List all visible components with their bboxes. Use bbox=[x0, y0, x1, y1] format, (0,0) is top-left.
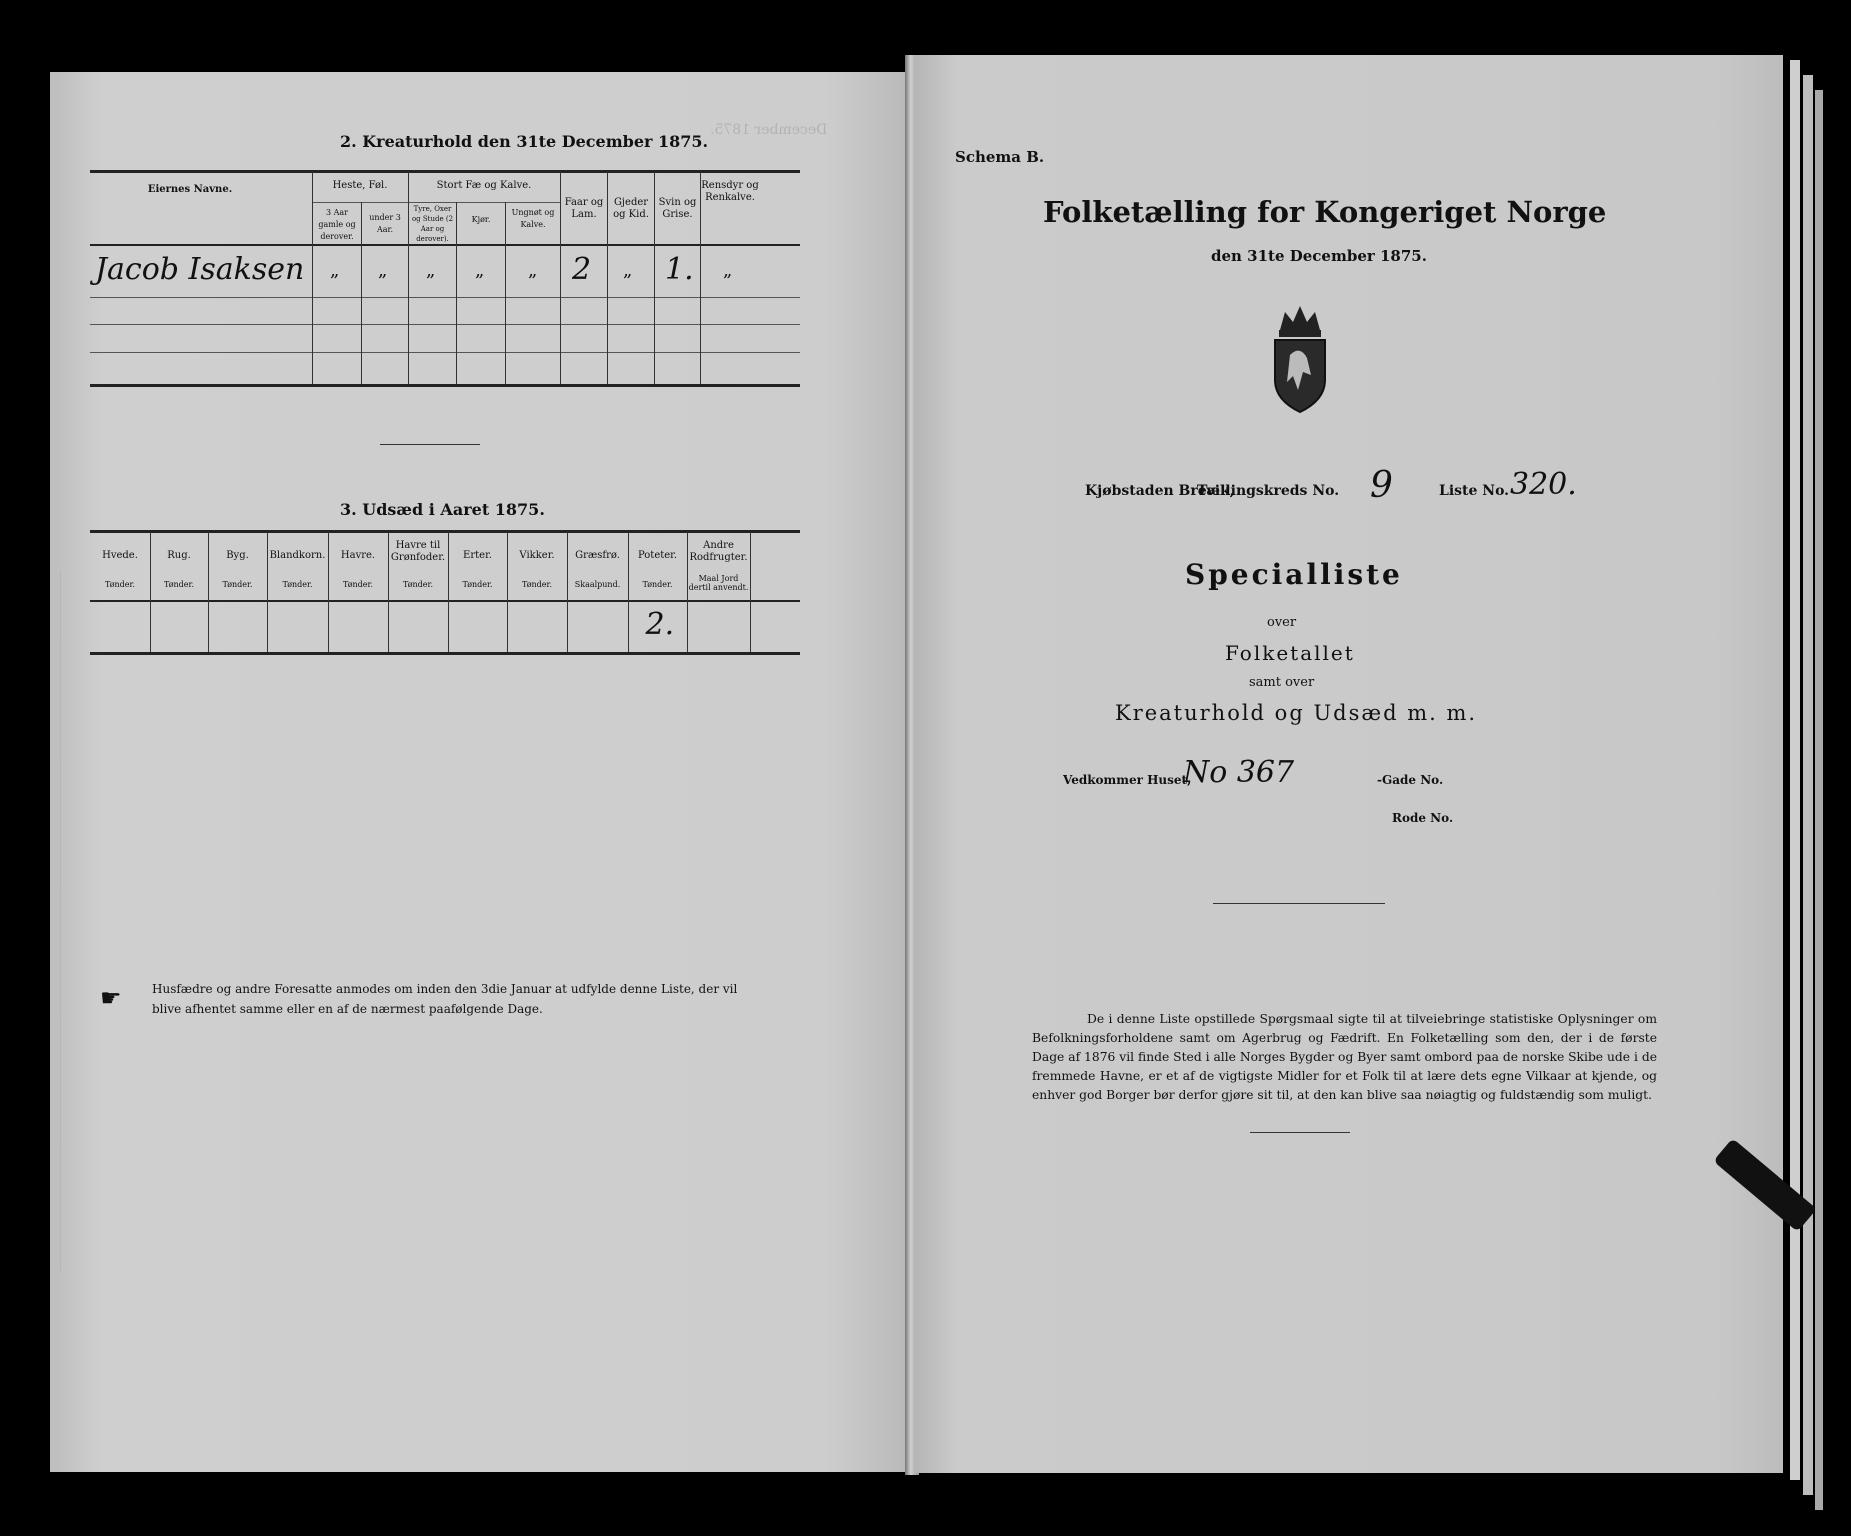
owner-name-value: Jacob Isaksen bbox=[95, 252, 305, 287]
list-number: 320. bbox=[1510, 467, 1577, 502]
value-reindeer: „ bbox=[723, 260, 733, 281]
footnote-text: Husfædre og andre Foresatte anmodes om inden den 3die Januar at udfylde denne Liste, der vil blive afhentet samme eller en af de nærmest paafølgende Dage. bbox=[152, 982, 738, 1016]
margin-bleed-text bbox=[60, 572, 91, 1272]
header-cattle-bulls: Tyre, Oxer og Stude (2 Aar og derover). bbox=[411, 205, 454, 243]
section3-title: 3. Udsæd i Aaret 1875. bbox=[340, 500, 545, 519]
sowing-unit: Skaalpund. bbox=[574, 580, 621, 589]
sowing-unit: Tønder. bbox=[642, 580, 673, 589]
bleed-through-text: December 1875. bbox=[710, 122, 828, 138]
sowing-unit: Tønder. bbox=[521, 580, 553, 589]
sowing-unit: Tønder. bbox=[402, 580, 434, 589]
value-pigs: 1. bbox=[665, 252, 694, 287]
pointing-hand-icon: ☛ bbox=[100, 984, 122, 1012]
table-column-line bbox=[312, 172, 313, 384]
district-number: 9 bbox=[1370, 465, 1393, 506]
page-edge bbox=[1790, 60, 1800, 1480]
sowing-header: Blandkorn. bbox=[269, 550, 326, 561]
table-rule bbox=[313, 202, 561, 203]
sowing-unit: Tønder. bbox=[462, 580, 493, 589]
sowing-header: Havre. bbox=[340, 550, 376, 561]
value-bulls: „ bbox=[426, 260, 436, 281]
divider bbox=[1213, 903, 1385, 904]
sowing-unit: Tønder. bbox=[342, 580, 374, 589]
over-text: over bbox=[1267, 615, 1297, 630]
sowing-value: 2. bbox=[645, 607, 675, 642]
value-horses-3plus: „ bbox=[330, 260, 340, 281]
district-label: Tællingskreds No. bbox=[1197, 483, 1340, 499]
rode-label: Rode No. bbox=[1392, 811, 1454, 825]
table-column-line bbox=[456, 202, 457, 384]
header-owner-name: Eiernes Navne. bbox=[147, 184, 233, 195]
norwegian-coat-of-arms-icon bbox=[1265, 300, 1335, 415]
header-horses-3plus: 3 Aar gamle og derover. bbox=[318, 208, 356, 241]
sowing-unit: Tønder. bbox=[222, 580, 253, 589]
header-horses: Heste, Føl. bbox=[332, 180, 388, 191]
pencil-icon bbox=[1713, 1138, 1817, 1232]
sowing-unit: Tønder. bbox=[104, 580, 136, 589]
house-label: Vedkommer Huset, bbox=[1063, 773, 1192, 787]
header-cattle-young: Ungnøt og Kalve. bbox=[511, 208, 555, 229]
house-number: No 367 bbox=[1183, 755, 1295, 790]
table-rule bbox=[90, 324, 800, 325]
sowing-header: Andre Rodfrugter. bbox=[689, 540, 748, 563]
divider bbox=[1250, 1132, 1350, 1133]
value-goats: „ bbox=[623, 260, 633, 281]
table-rule bbox=[90, 600, 800, 602]
table-rule bbox=[90, 530, 800, 533]
table-rule bbox=[90, 244, 800, 246]
page-edge bbox=[1815, 90, 1823, 1510]
sowing-header: Hvede. bbox=[102, 550, 138, 561]
value-cows: „ bbox=[475, 260, 485, 281]
header-pigs: Svin og Grise. bbox=[658, 197, 697, 220]
special-list-title: Specialliste bbox=[1185, 558, 1403, 591]
sowing-unit: Tønder. bbox=[282, 580, 313, 589]
header-goats: Gjeder og Kid. bbox=[613, 197, 649, 220]
sowing-header: Vikker. bbox=[519, 550, 555, 561]
list-label: Liste No. bbox=[1439, 483, 1510, 499]
section2-title: 2. Kreaturhold den 31te December 1875. bbox=[340, 132, 709, 151]
sowing-unit: Tønder. bbox=[163, 580, 195, 589]
left-page bbox=[50, 72, 912, 1472]
header-cattle-cows: Kjør. bbox=[471, 215, 491, 224]
value-horses-under3: „ bbox=[378, 260, 388, 281]
census-title: Folketælling for Kongeriget Norge bbox=[1043, 195, 1607, 229]
header-horses-under3: under 3 Aar. bbox=[369, 213, 401, 234]
value-sheep: 2 bbox=[572, 252, 592, 287]
header-cattle: Stort Fæ og Kalve. bbox=[436, 180, 532, 191]
value-young: „ bbox=[528, 260, 538, 281]
sowing-header: Rug. bbox=[167, 550, 191, 561]
sowing-header: Havre til Grønfoder. bbox=[390, 540, 446, 563]
table-rule bbox=[90, 170, 800, 173]
schema-label: Schema B. bbox=[955, 148, 1045, 166]
table-rule bbox=[90, 384, 800, 387]
table-rule bbox=[90, 652, 800, 655]
census-date: den 31te December 1875. bbox=[1211, 247, 1427, 265]
header-sheep: Faar og Lam. bbox=[564, 197, 604, 220]
page-edge bbox=[1803, 75, 1813, 1495]
table-column-line bbox=[750, 532, 751, 652]
divider bbox=[380, 444, 480, 445]
gade-label: -Gade No. bbox=[1377, 773, 1444, 787]
sowing-unit: Maal Jord dertil anvendt. bbox=[688, 574, 749, 592]
town-label: Kjøbstaden Brevik, bbox=[1085, 483, 1235, 499]
subtitle-text: Kreaturhold og Udsæd m. m. bbox=[1115, 701, 1478, 725]
right-page bbox=[915, 55, 1783, 1473]
table-rule bbox=[90, 352, 800, 353]
samt-over-text: samt over bbox=[1249, 675, 1315, 690]
sowing-header: Erter. bbox=[463, 550, 492, 561]
sowing-header: Græsfrø. bbox=[575, 550, 620, 561]
sowing-header: Poteter. bbox=[637, 550, 678, 561]
header-reindeer: Rensdyr og Renkalve. bbox=[701, 180, 759, 203]
folketallet-text: Folketallet bbox=[1225, 641, 1355, 665]
explanatory-paragraph: De i denne Liste opstillede Spørgsmaal sigte til at tilveiebringe statistiske Oplysninger om Befolkningsforholdene samt om Agerbrug og Fædrift. En Folketælling som den, der i de første Dage af 1876 vil finde Sted i alle Norges Bygder og Byer samt ombord paa de norske Skibe ude i de fremmede Havne, er et af de vigtigste Midler for et Folk til at lære dets egne Vilkaar at kjende, og enhver god Borger bør derfor gjøre sit til, at den kan blive saa nøiagtig og fuldstændig som muligt. bbox=[1032, 1012, 1657, 1102]
sowing-header: Byg. bbox=[226, 550, 249, 561]
table-rule bbox=[90, 297, 800, 298]
